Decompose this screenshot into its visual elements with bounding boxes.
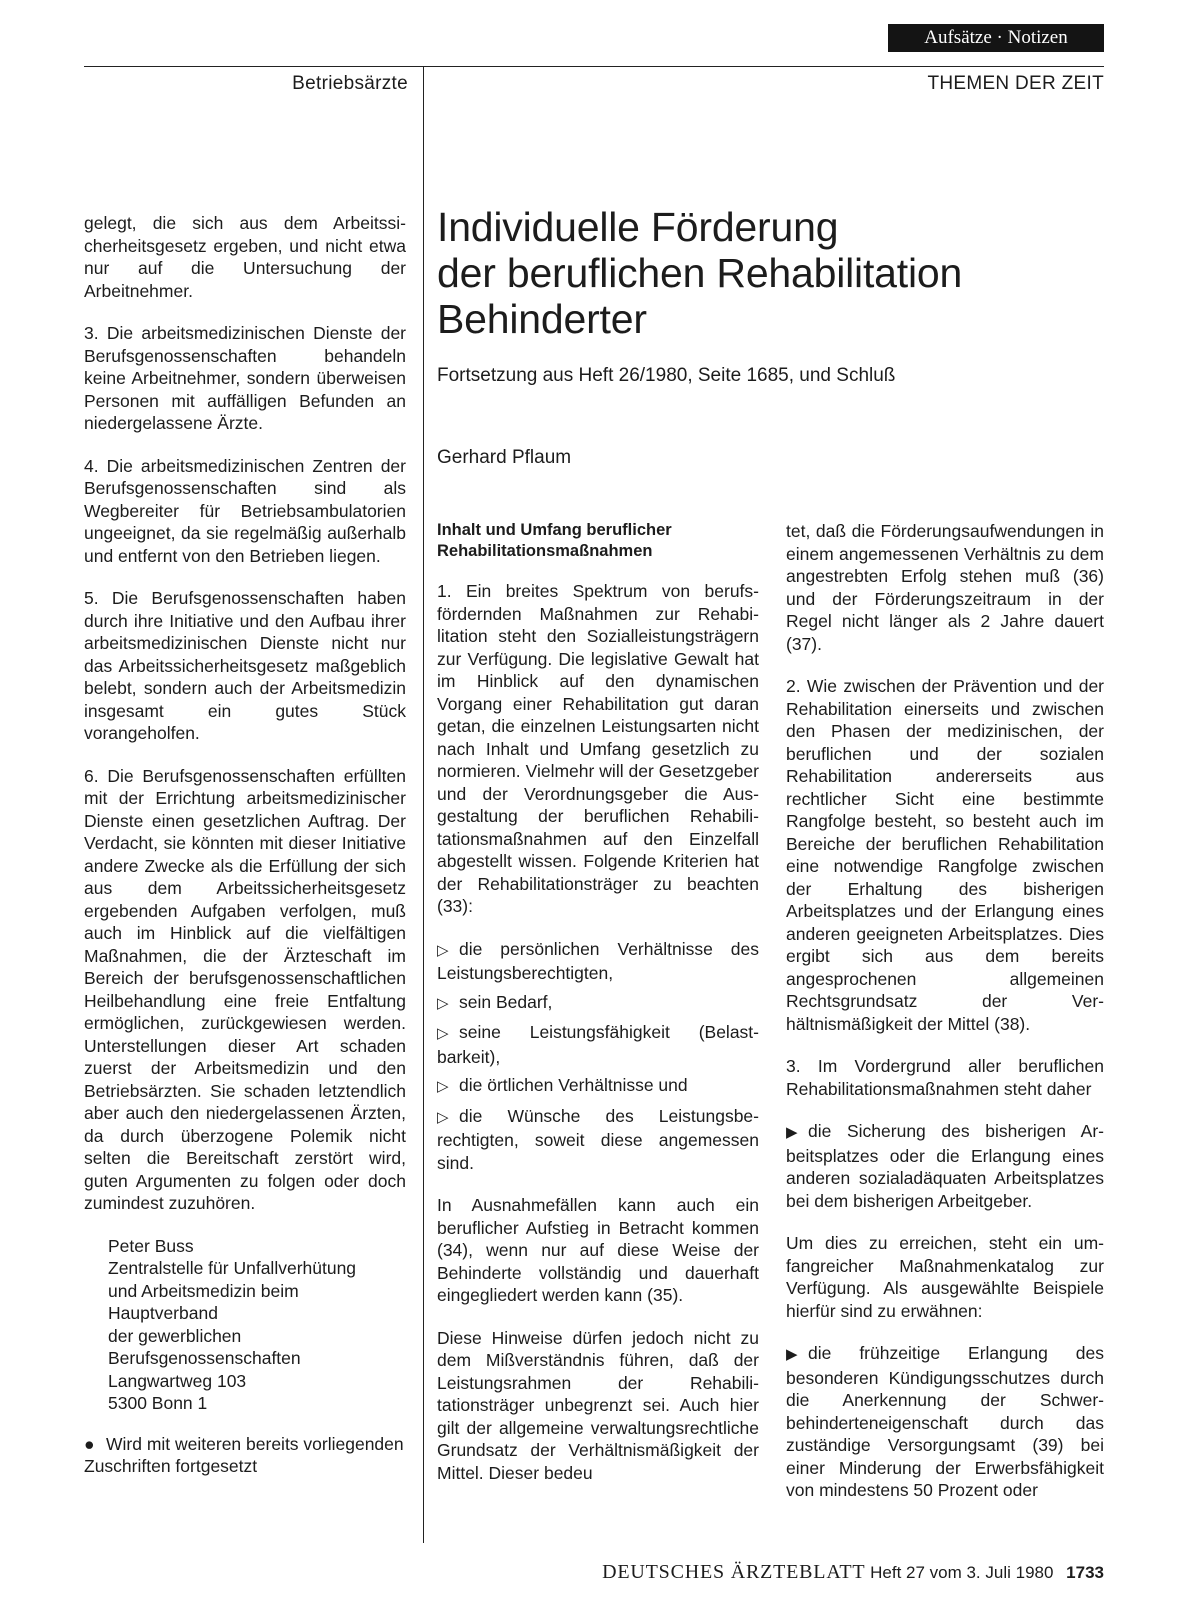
address-line: 5300 Bonn 1 (108, 1393, 208, 1413)
page-footer (602, 1560, 1104, 1585)
criterion-item (437, 1021, 759, 1068)
address-line: und Arbeitsmedizin beim (108, 1280, 299, 1301)
right-column (786, 520, 1104, 1522)
triangle-filled-icon: ▶ (786, 1346, 798, 1363)
address-line: Peter Buss (108, 1235, 194, 1256)
address-line: Berufsgenossenschaften (108, 1348, 301, 1368)
journal-name: DEUTSCHES ÄRZTEBLATT (602, 1561, 866, 1583)
left-paragraph: 5. Die Berufsgenossenschaften haben durch ihre Initiative und den Aufbau ihrer arbeitsmedizinischen Dienste nicht nur das Arbeitssicherheitsgesetz maßgeblich belebt, sondern auch der Arbeitsmedizin insgesamt ein gutes Stück vorangeholfen. (84, 588, 406, 743)
note-text: Wird mit weiteren bereits vorliegenden Zuschriften fortgesetzt (84, 1433, 404, 1476)
address-line: Hauptverband (108, 1303, 218, 1323)
criterion-item (437, 991, 759, 1016)
triangle-right-icon: ▷ (437, 1108, 449, 1126)
triangle-right-icon: ▷ (437, 994, 449, 1012)
address-line: Langwartweg 103 (108, 1370, 247, 1391)
right-paragraph: 3. Im Vordergrund aller beruflichen Rehabilitationsmaßnahmen steht daher (786, 1056, 1104, 1099)
issue-info: Heft 27 vom 3. Juli 1980 (870, 1563, 1054, 1582)
criterion-item (437, 938, 759, 985)
section-label-right: THEMEN DER ZEIT (927, 73, 1104, 94)
bullet-item (786, 1120, 1104, 1212)
section-label-left: Betriebsärzte (292, 73, 408, 94)
criterion-text: seine Leistungsfähigkeit (Belastbarkeit), (437, 1022, 759, 1067)
middle-paragraph: 1. Ein breites Spektrum von berufsfördernden Maßnahmen zur Rehabilitation steht den Sozialleistungsträgern zur Verfügung. Die legislative Gewalt hat im Hinblick auf den dynamischen Vorgang einer Rehabilitation gut daran getan, die einzelnen Leistungsarten nicht nach Inhalt und Umfang gesetzlich zu normieren. Vielmehr will der Gesetzgeber und der Verordnungsgeber die Ausgestaltung der beruflichen Rehabilitationsmaßnahmen auf den Einzelfall abgestellt wissen. Folgende Kriterien hat der Rehabilitationsträger zu beachten (33): (437, 581, 759, 916)
left-column (84, 212, 406, 1498)
address-line: Zentralstelle für Unfallverhütung (108, 1258, 357, 1278)
page-number: 1733 (1066, 1563, 1104, 1582)
article-title (437, 204, 1097, 342)
column-divider (423, 66, 424, 1543)
title-line: der beruflichen Rehabilitation (437, 250, 963, 296)
bullet-text: die Sicherung des bisherigen Arbeitsplatzes oder die Erlangung eines anderen sozialadäquaten Arbeitsplatzes bei dem bisherigen Arbeitgeber. (786, 1121, 1104, 1211)
author-address (84, 1235, 406, 1415)
right-paragraph: Um dies zu erreichen, steht ein umfangreicher Maßnahmenkatalog zur Verfügung. Als ausgewählte Beispiele hierfür sind zu erwähnen: (786, 1233, 1104, 1321)
left-paragraph: 6. Die Berufsgenossenschaften erfüllten mit der Errichtung arbeitsmedizinischer Dienste einen gesetzlichen Auftrag. Der Verdacht, sie könnten mit dieser Initiative andere Zwecke als die Erfüllung der sich aus dem Arbeitssicherheitsgesetz ergebenden Aufgaben verfolgen, muß auch im Hinblick auf die vielfältigen Maßnahmen, die der Ärzteschaft im Bereich der berufsgenossenschaftlichen Heilbehandlung eine freie Entfaltung ermöglichen, zurückgewiesen werden. Unterstellungen dieser Art schaden zuerst der Arbeitsmedizin und den Betriebsärzten. Sie schaden letztendlich aber auch den niedergelassenen Ärzten, da durch überzogene Polemik nicht selten die Bereitschaft zerstört wird, guten Argumenten zu folgen oder doch zumindest zuzuhören. (84, 765, 406, 1213)
criterion-text: sein Bedarf, (459, 991, 553, 1012)
triangle-right-icon: ▷ (437, 941, 449, 959)
bullet-text: die frühzeitige Erlangung des besonderen Kündigungsschutzes durch die Anerkennung der Schwerbehinderteneigenschaft durch das zuständige Versorgungsamt (39) bei einer Minderung der Erwerbsfähigkeit von mindestens 50 Prozent oder (786, 1343, 1104, 1500)
right-paragraph: tet, daß die Förderungsaufwendungen in einem angemessenen Verhältnis zu dem angestrebten Erfolg stehen muß (36) und der Förderungszeitraum in der Regel nicht länger als 2 Jahre dauert (37). (786, 521, 1104, 654)
address-line: der gewerblichen (108, 1325, 242, 1346)
subheading: Inhalt und Umfang beruflicher Rehabilitationsmaßnahmen (437, 521, 672, 560)
criterion-text: die persönlichen Verhältnisse des Leistungsberechtigten, (437, 938, 759, 983)
triangle-right-icon: ▷ (437, 1025, 449, 1042)
bullet-dot-icon: ● (84, 1433, 95, 1454)
middle-column (437, 520, 759, 1504)
triangle-filled-icon: ▶ (786, 1124, 798, 1141)
criterion-text: die örtlichen Verhältnisse und (459, 1075, 688, 1095)
top-rule (84, 66, 1104, 67)
continuation-note (84, 1433, 406, 1478)
criterion-text: die Wünsche des Leistungsberechtigten, soweit diese angemessen sind. (437, 1105, 759, 1173)
middle-paragraph: In Ausnahmefällen kann auch ein beruflicher Aufstieg in Betracht kommen (34), wenn nur auf diese Weise der Behinderte vollständig und dauerhaft eingegliedert werden kann (35). (437, 1195, 759, 1305)
criterion-item (437, 1105, 759, 1175)
article-author: Gerhard Pflaum (437, 447, 572, 468)
left-paragraph: 4. Die arbeitsmedizinischen Zentren der Berufsgenossenschaften sind als Wegbereiter für Betriebsambulatorien ungeeignet, da sie regelmäßig außerhalb und entfernt von den Betrieben liegen. (84, 455, 406, 566)
article-subtitle: Fortsetzung aus Heft 26/1980, Seite 1685, und Schluß (437, 365, 896, 386)
left-paragraph: gelegt, die sich aus dem Arbeitssicherheitsgesetz ergeben, und nicht etwa nur auf die Untersuchung der Arbeitnehmer. (84, 213, 406, 301)
middle-paragraph: Diese Hinweise dürfen jedoch nicht zu dem Mißverständnis führen, daß der Leistungsrahmen der Rehabilitationsträger unbegrenzt sei. Auch hier gilt der allgemeine verwaltungsrechtliche Grundsatz der Verhältnismäßigkeit der Mittel. Dieser bedeu (437, 1327, 759, 1483)
right-paragraph: 2. Wie zwischen der Prävention und der Rehabilitation einerseits und zwischen den Phasen der medizinischen, der beruflichen und der sozialen Rehabilitation andererseits aus rechtlicher Sicht eine bestimmte Rangfolge besteht, so besteht auch im Bereiche der beruflichen Rehabilitation eine notwendige Rangfolge zwischen der Erhaltung des bisherigen Arbeitsplatzes und der Erlangung eines anderen geeigneten Arbeitsplatzes. Dies ergibt sich aus dem bereits angesprochenen allgemeinen Rechtsgrundsatz der Verhältnismäßigkeit der Mittel (38). (786, 676, 1104, 1034)
bullet-item (786, 1342, 1104, 1502)
section-tag: Aufsätze · Notizen (888, 24, 1104, 52)
left-paragraph: 3. Die arbeitsmedizinischen Dienste der Berufsgenossenschaften behandeln keine Arbeitnehmer, sondern überweisen Personen mit auffälligen Befunden an niedergelassene Ärzte. (84, 323, 406, 433)
title-line: Individuelle Förderung (437, 204, 839, 250)
triangle-right-icon: ▷ (437, 1078, 449, 1095)
title-line: Behinderter (437, 296, 647, 342)
criterion-item (437, 1074, 759, 1099)
